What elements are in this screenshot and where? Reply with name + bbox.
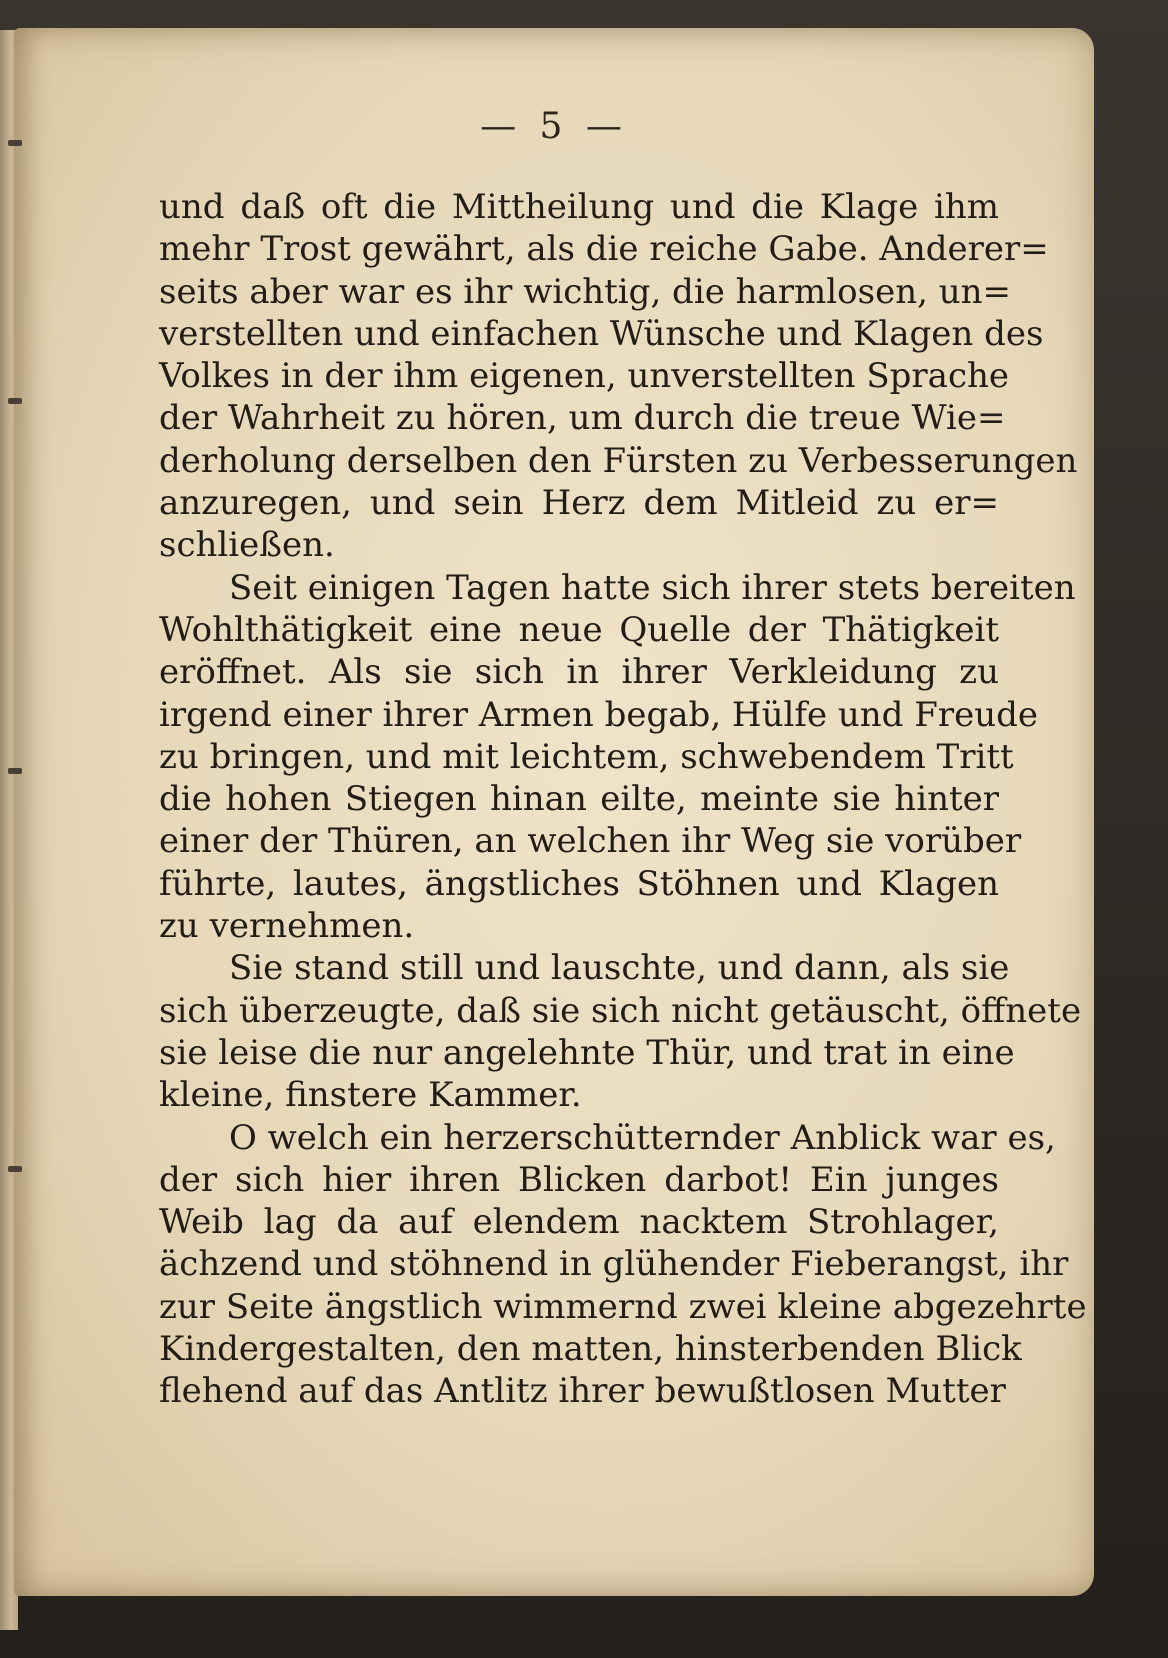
text-line: seits aber war es ihr wichtig, die harmlosen, un=	[159, 271, 1011, 312]
text-line: Wohlthätigkeit eine neue Quelle der Thätigkeit	[159, 609, 999, 650]
text-line: ächzend und stöhnend in glühender Fieberangst, ihr	[159, 1244, 1069, 1285]
text-line: Volkes in der ihm eigenen, unverstellten Sprache	[159, 356, 1009, 397]
text-line: mehr Trost gewährt, als die reiche Gabe. Anderer=	[159, 229, 1049, 270]
page-number: — 5 —	[480, 106, 628, 147]
binding-mark	[8, 1166, 22, 1172]
body-text	[159, 186, 1087, 1413]
text-line: sich überzeugte, daß sie sich nicht getäuscht, öffnete	[159, 990, 1082, 1031]
text-line: zu vernehmen.	[159, 906, 415, 947]
text-line: die hohen Stiegen hinan eilte, meinte sie hinter	[159, 779, 999, 820]
text-line: verstellten und einfachen Wünsche und Klagen des	[159, 313, 1044, 354]
text-line: zur Seite ängstlich wimmernd zwei kleine abgezehrte	[159, 1286, 1087, 1327]
text-line: einer der Thüren, an welchen ihr Weg sie vorüber	[159, 821, 1022, 862]
paragraph-start-line: Seit einigen Tagen hatte sich ihrer stets bereiten	[229, 567, 1076, 608]
text-line: flehend auf das Antlitz ihrer bewußtlosen Mutter	[159, 1371, 1006, 1412]
text-line: eröffnet. Als sie sich in ihrer Verkleidung zu	[159, 652, 999, 693]
book-page	[14, 28, 1094, 1596]
text-line: schließen.	[159, 525, 335, 566]
text-line: Kindergestalten, den matten, hinsterbenden Blick	[159, 1329, 1022, 1370]
text-line: der Wahrheit zu hören, um durch die treue Wie=	[159, 398, 1006, 439]
paragraph-start-line: Sie stand still und lauschte, und dann, als sie	[229, 948, 1010, 989]
text-line: anzuregen, und sein Herz dem Mitleid zu er=	[159, 483, 999, 524]
text-line: der sich hier ihren Blicken darbot! Ein junges	[159, 1159, 999, 1200]
text-line: zu bringen, und mit leichtem, schwebendem Tritt	[159, 736, 1014, 777]
binding-mark	[8, 398, 22, 404]
paragraph-start-line: O welch ein herzerschütternder Anblick war es,	[229, 1117, 1056, 1158]
text-line: führte, lautes, ängstliches Stöhnen und Klagen	[159, 863, 999, 904]
text-line: derholung derselben den Fürsten zu Verbesserungen	[159, 440, 1078, 481]
text-line: und daß oft die Mittheilung und die Klage ihm	[159, 187, 999, 227]
text-line: kleine, finstere Kammer.	[159, 1075, 582, 1116]
text-line: sie leise die nur angelehnte Thür, und trat in eine	[159, 1032, 1015, 1073]
text-line: Weib lag da auf elendem nacktem Strohlager,	[159, 1202, 999, 1243]
text-line: irgend einer ihrer Armen begab, Hülfe und Freude	[159, 694, 1038, 735]
binding-mark	[8, 768, 22, 774]
